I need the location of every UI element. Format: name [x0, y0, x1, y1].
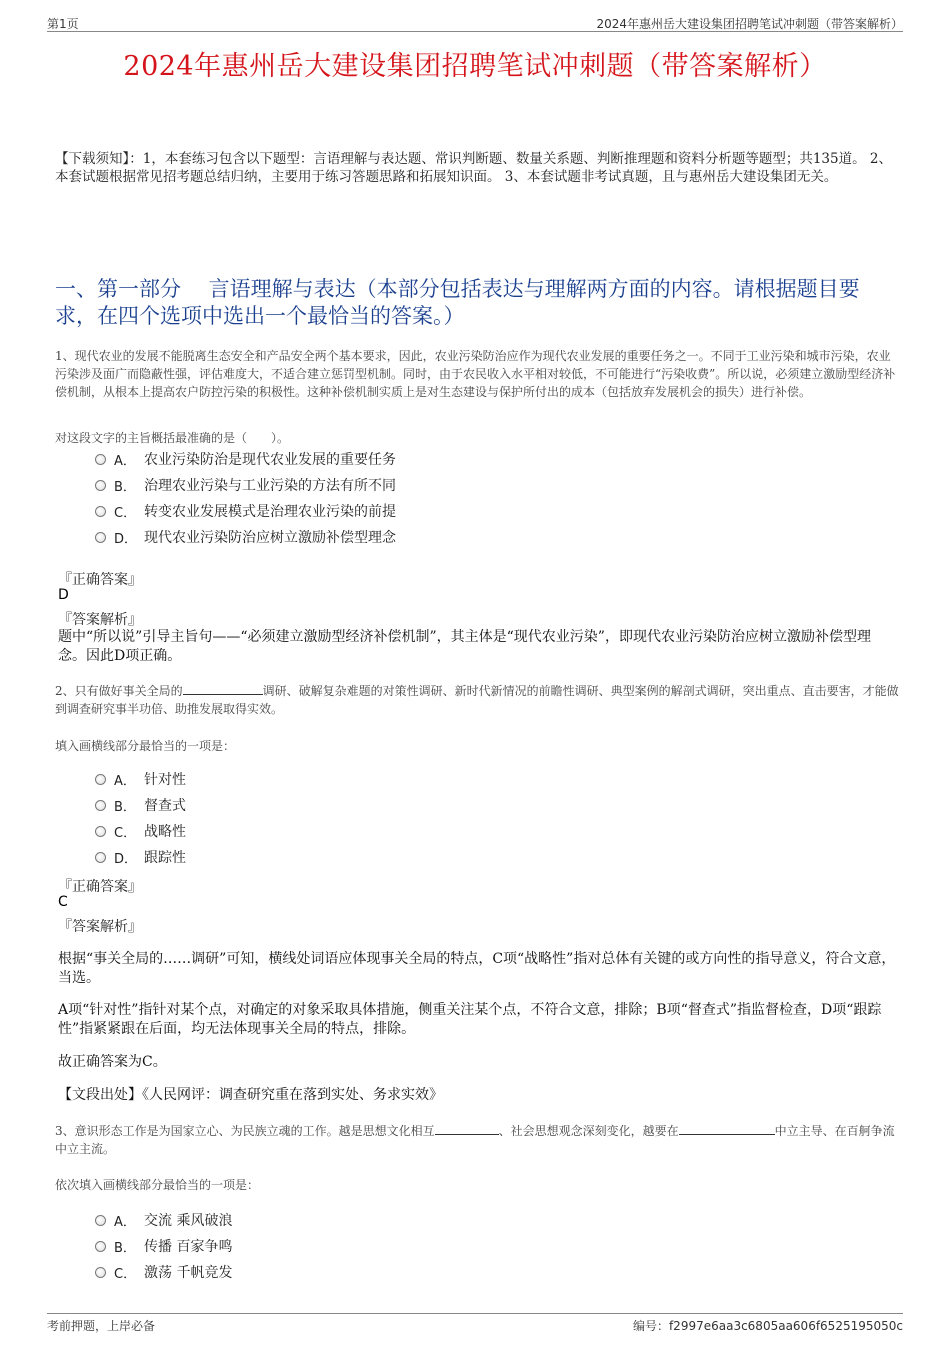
option-a[interactable]: A． 农业污染防治是现代农业发展的重要任务 [95, 446, 396, 472]
radio-icon[interactable] [95, 480, 106, 491]
radio-icon[interactable] [95, 800, 106, 811]
question-2-analysis-2: A项“针对性”指针对某个点，对确定的对象采取具体措施，侧重关注某个点，不符合文意，排除；B项“督查式”指监督检查，D项“跟踪性”指紧紧跟在后面，均无法体现事关全局的特点，排除。 [58, 1002, 882, 1037]
footer-code: 编号：f2997e6aa3c6805aa606f6525195050c [632, 1319, 903, 1333]
option-a[interactable]: A． 针对性 [95, 766, 186, 792]
radio-icon[interactable] [95, 1267, 106, 1278]
option-b[interactable]: B． 治理农业污染与工业污染的方法有所不同 [95, 472, 396, 498]
question-2-prompt: 填入画横线部分最恰当的一项是： [55, 739, 236, 753]
option-b[interactable]: B． 传播 百家争鸣 [95, 1233, 232, 1259]
correct-answer-label: 『正确答案』 [58, 879, 142, 895]
page-number: 第1页 [47, 17, 79, 31]
download-notice: 【下载须知】：1，本套练习包含以下题型：言语理解与表达题、常识判断题、数量关系题、判断推理题和资料分析题等题型；共135道。 2、本套试题根据常见招考题总结归纳，主要用于练习答题思路和拓展知识面。 3、本套试题非考试真题，且与惠州岳大建设集团无关。 [55, 151, 892, 185]
radio-icon[interactable] [95, 506, 106, 517]
header-doc-title: 2024年惠州岳大建设集团招聘笔试冲刺题（带答案解析） [596, 17, 903, 31]
option-d[interactable]: D． 跟踪性 [95, 844, 186, 870]
question-2-options [95, 766, 186, 870]
option-c[interactable]: C． 战略性 [95, 818, 186, 844]
radio-icon[interactable] [95, 1241, 106, 1252]
question-2-answer: C [58, 894, 68, 910]
analysis-label: 『答案解析』 [58, 919, 142, 935]
fill-blank [435, 1123, 499, 1135]
option-c[interactable]: C． 转变农业发展模式是治理农业污染的前提 [95, 498, 396, 524]
question-3-options [95, 1207, 232, 1285]
option-a[interactable]: A． 交流 乘风破浪 [95, 1207, 232, 1233]
option-b[interactable]: B． 督查式 [95, 792, 186, 818]
question-1-answer: D [58, 587, 69, 603]
document-title: 2024年惠州岳大建设集团招聘笔试冲刺题（带答案解析） [123, 51, 827, 82]
fill-blank [679, 1123, 775, 1135]
correct-answer-label: 『正确答案』 [58, 572, 142, 588]
question-2-source: 【文段出处】《人民网评：调查研究重在落到实处、务求实效》 [58, 1087, 443, 1103]
radio-icon[interactable] [95, 454, 106, 465]
option-c[interactable]: C． 激荡 千帆竞发 [95, 1259, 232, 1285]
question-2-text: 2、只有做好事关全局的 调研、破解复杂难题的对策性调研、新时代新情况的前瞻性调研、典型案例的解剖式调研，突出重点、直击要害，才能做到调查研究事半功倍、助推发展取得实效。 [55, 684, 899, 716]
question-3-prompt: 依次填入画横线部分最恰当的一项是： [55, 1178, 260, 1192]
radio-icon[interactable] [95, 774, 106, 785]
question-3-text: 3、意识形态工作是为国家立心、为民族立魂的工作。越是思想文化相互 、社会思想观念深刻变化，越要在 中立主导、在百舸争流中立主流。 [55, 1124, 895, 1156]
page-header [47, 12, 903, 32]
question-2-analysis-3: 故正确答案为C。 [58, 1054, 167, 1070]
section-heading: 一、第一部分 言语理解与表达（本部分包括表达与理解两方面的内容。请根据题目要求，在四个选项中选出一个最恰当的答案。） [55, 277, 860, 328]
option-d[interactable]: D． 现代农业污染防治应树立激励补偿型理念 [95, 524, 396, 550]
question-1-options [95, 446, 396, 550]
question-1-prompt: 对这段文字的主旨概括最准确的是（ ）。 [55, 431, 290, 445]
question-2-analysis-1: 根据“事关全局的……调研”可知，横线处词语应体现事关全局的特点，C项“战略性”指对总体有关键的或方向性的指导意义，符合文意，当选。 [58, 951, 896, 986]
question-1-analysis: 题中“所以说”引导主旨句——“必须建立激励型经济补偿机制”，其主体是“现代农业污染”，即现代农业污染防治应树立激励补偿型理念。因此D项正确。 [58, 629, 871, 664]
analysis-label: 『答案解析』 [58, 612, 142, 628]
radio-icon[interactable] [95, 852, 106, 863]
page-footer [47, 1313, 903, 1335]
radio-icon[interactable] [95, 1215, 106, 1226]
fill-blank [183, 683, 263, 695]
footer-slogan: 考前押题，上岸必备 [47, 1319, 156, 1333]
radio-icon[interactable] [95, 826, 106, 837]
radio-icon[interactable] [95, 532, 106, 543]
question-1-text: 1、现代农业的发展不能脱离生态安全和产品安全两个基本要求，因此，农业污染防治应作为现代农业发展的重要任务之一。不同于工业污染和城市污染，农业污染涉及面广而隐蔽性强，评估难度大，不适合建立惩罚型机制。同时，由于农民收入水平相对较低，不可能进行“污染收费”。所以说，必须建立激励型经济补偿机制，从根本上提高农户防控污染的积极性。这种补偿机制实质上是对生态建设与保护所付出的成本（包括放弃发展机会的损失）进行补偿。 [55, 349, 896, 399]
